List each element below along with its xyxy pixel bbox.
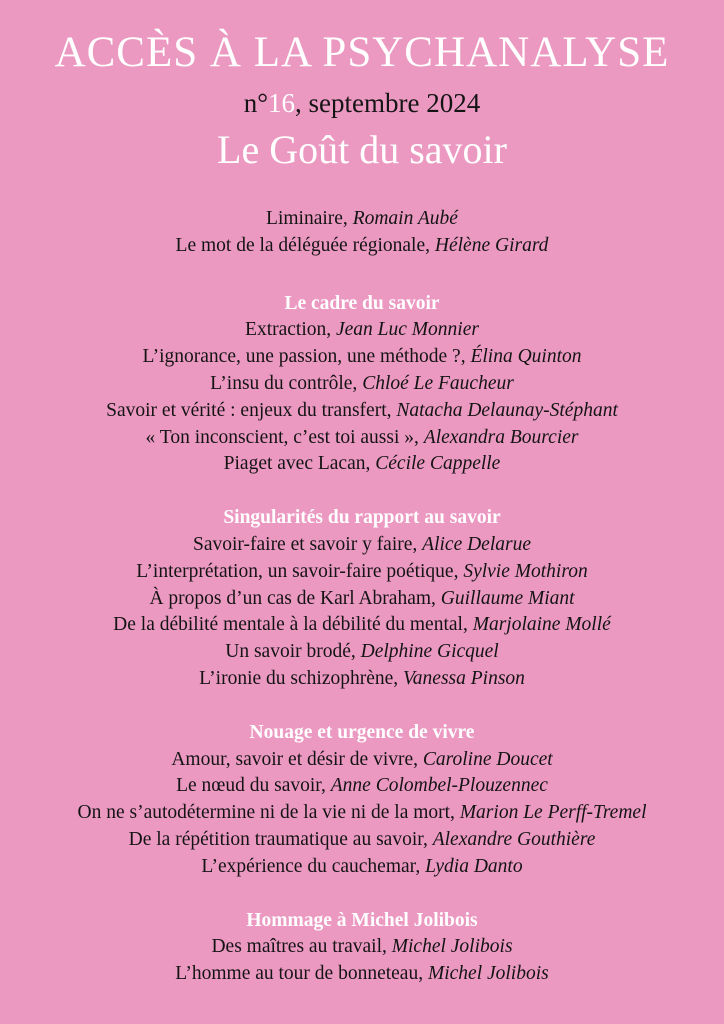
entry-author: Alice Delarue [422, 533, 532, 555]
toc-entry [0, 773, 724, 800]
toc-entry [0, 854, 724, 881]
entry-title: L’ironie du schizophrène, [199, 667, 404, 689]
entry-title: L’insu du contrôle, [210, 372, 363, 394]
entry-title: « Ton inconscient, c’est toi aussi », [145, 426, 424, 448]
toc-entry [0, 639, 724, 666]
entry-author: Hélène Girard [434, 234, 549, 256]
toc-entry [0, 827, 724, 854]
section-heading: Le cadre du savoir [284, 292, 440, 314]
issue-date: , septembre 2024 [295, 88, 481, 118]
entry-title: L’ignorance, une passion, une méthode ?, [142, 346, 471, 368]
entry-author: Anne Colombel-Plouzennec [330, 775, 548, 797]
table-of-contents [0, 206, 724, 988]
entry-author: Cécile Cappelle [375, 453, 501, 475]
journal-title: ACCÈS À LA PSYCHANALYSE [54, 29, 670, 76]
issue-title: Le Goût du savoir [217, 127, 507, 172]
entry-title: Le nœud du savoir, [176, 775, 331, 797]
toc-entry [0, 747, 724, 774]
entry-title: Savoir et vérité : enjeux du transfert, [106, 399, 397, 421]
entry-title: Amour, savoir et désir de vivre, [171, 748, 423, 770]
entry-title: L’expérience du cauchemar, [201, 855, 426, 877]
entry-author: Alexandre Gouthière [432, 828, 596, 850]
entry-title: Savoir-faire et savoir y faire, [192, 533, 423, 555]
toc-entry [0, 559, 724, 586]
entry-author: Alexandra Bourcier [423, 426, 579, 448]
entry-title: L’homme au tour de bonneteau, [175, 963, 428, 985]
entry-title: L’interprétation, un savoir-faire poétique, [136, 560, 464, 582]
toc-entry [0, 612, 724, 639]
toc-entry [0, 586, 724, 613]
toc-entry [0, 317, 724, 344]
entry-title: On ne s’autodétermine ni de la vie ni de la mort, [77, 802, 460, 824]
entry-author: Sylvie Mothiron [463, 560, 588, 582]
section-heading: Hommage à Michel Jolibois [246, 909, 478, 931]
issue-line [0, 86, 724, 120]
toc-entry [0, 961, 724, 988]
entry-author: Élina Quinton [470, 346, 582, 368]
toc-entry [0, 398, 724, 425]
entry-author: Delphine Gicquel [360, 641, 499, 663]
entry-author: Vanessa Pinson [403, 667, 525, 689]
entry-author: Marjolaine Mollé [472, 614, 611, 636]
toc-entry [0, 800, 724, 827]
entry-author: Natacha Delaunay-Stéphant [396, 399, 618, 421]
issue-number: 16 [268, 88, 296, 118]
entry-title: De la débilité mentale à la débilité du mental, [113, 614, 473, 636]
issue-prefix: n° [243, 88, 269, 118]
entry-author: Chloé Le Faucheur [362, 372, 514, 394]
entry-title: À propos d’un cas de Karl Abraham, [149, 587, 441, 609]
toc-entry [0, 934, 724, 961]
entry-author: Romain Aubé [352, 208, 458, 229]
section-heading: Singularités du rapport au savoir [223, 507, 501, 529]
entry-title: Liminaire, [266, 208, 353, 229]
entry-title: Piaget avec Lacan, [223, 453, 376, 475]
entry-title: Un savoir brodé, [225, 641, 361, 663]
toc-entry [0, 425, 724, 452]
entry-author: Guillaume Miant [440, 587, 575, 609]
toc-entry [0, 344, 724, 371]
toc-entry [0, 666, 724, 693]
entry-author: Caroline Doucet [422, 748, 553, 770]
toc-entry-intro-1 [0, 233, 724, 260]
entry-author: Marion Le Perff-Tremel [459, 802, 647, 824]
toc-entry [0, 532, 724, 559]
entry-title: Le mot de la déléguée régionale, [175, 234, 435, 256]
entry-author: Lydia Danto [425, 855, 523, 877]
section-heading: Nouage et urgence de vivre [249, 721, 475, 743]
entry-author: Michel Jolibois [427, 963, 549, 985]
toc-entry [0, 451, 724, 478]
entry-title: Extraction, [245, 319, 336, 341]
entry-author: Jean Luc Monnier [336, 319, 479, 341]
toc-entry-intro-0 [0, 206, 724, 233]
entry-author: Michel Jolibois [391, 936, 513, 958]
toc-entry [0, 371, 724, 398]
entry-title: Des maîtres au travail, [211, 936, 392, 958]
entry-title: De la répétition traumatique au savoir, [128, 828, 433, 850]
